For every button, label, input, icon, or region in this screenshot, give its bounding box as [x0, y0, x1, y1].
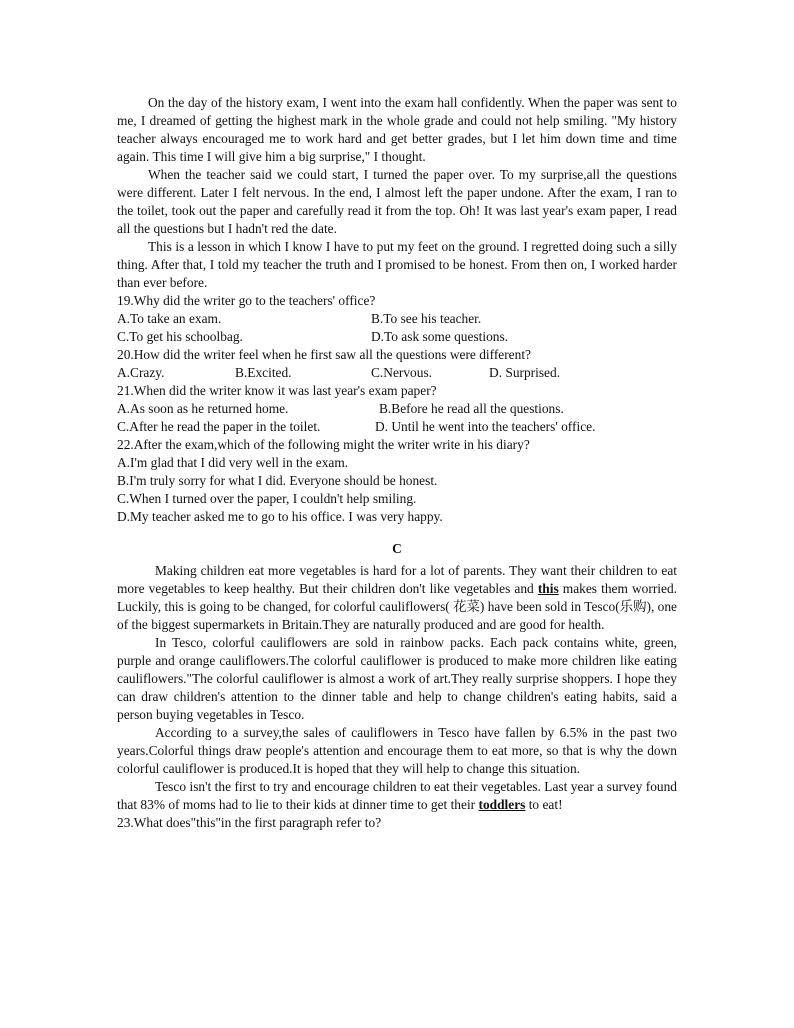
option-d: D.My teacher asked me to go to his office. I was very happy. — [117, 509, 443, 524]
passage-c-paragraph-3: According to a survey,the sales of cauliflowers in Tesco have fallen by 6.5% in the past two years.Colorful things draw people's attention and encourage them to eat more, so that is why the down colorful cauliflower is produced.It is hoped that they will help to change this situation. — [117, 725, 677, 776]
question-20 — [117, 346, 677, 382]
option-c: C.When I turned over the paper, I couldn't help smiling. — [117, 491, 417, 506]
question-21-stem: 21.When did the writer know it was last year's exam paper? — [117, 383, 437, 398]
option-d: D.To ask some questions. — [371, 329, 509, 344]
option-c: C.After he read the paper in the toilet. — [117, 419, 321, 434]
passage-c-paragraph-4 — [117, 778, 677, 814]
option-b: B.Before he read all the questions. — [379, 401, 564, 416]
option-b: B.Excited. — [235, 365, 292, 380]
question-19-options-cd — [117, 328, 677, 346]
paragraph-text: to eat! — [525, 797, 563, 812]
paragraph-text: makes them worried. Luckily, this is going to be changed, for colorful cauliflowers( 花菜) have been sold in Tesco(乐购), one of the biggest supermarkets in Britain.They are naturally produced and are good for health. — [117, 581, 677, 632]
option-b: B.To see his teacher. — [371, 311, 482, 326]
option-c: C.Nervous. — [371, 365, 432, 380]
option-a: A.As soon as he returned home. — [117, 401, 289, 416]
underlined-word-this: this — [537, 581, 559, 596]
option-b: B.I'm truly sorry for what I did. Everyone should be honest. — [117, 473, 438, 488]
paragraph-text: Making children eat more vegetables is hard for a lot of parents. They want their children to eat more vegetables to keep healthy. But their children don't like vegetables and — [117, 563, 677, 596]
passage-paragraph-3: This is a lesson in which I know I have to put my feet on the ground. I regretted doing such a silly thing. After that, I told my teacher the truth and I promised to be honest. From then on, I worked harder than ever before. — [117, 239, 677, 290]
section-heading: C — [392, 541, 402, 556]
passage-c-paragraph-1 — [117, 562, 677, 634]
question-22 — [117, 436, 677, 526]
question-23-stem: 23.What does"this"in the first paragraph refer to? — [117, 815, 382, 830]
question-19 — [117, 292, 677, 346]
question-21-options-ab — [117, 400, 677, 418]
document-page — [117, 94, 677, 832]
question-19-options-ab — [117, 310, 677, 328]
option-c: C.To get his schoolbag. — [117, 329, 243, 344]
paragraph-text: Tesco isn't the first to try and encourage children to eat their vegetables. Last year a survey found that 83% of moms had to lie to their kids at dinner time to get their — [117, 779, 677, 812]
question-21 — [117, 382, 677, 436]
option-d: D. Until he went into the teachers' office. — [375, 419, 596, 434]
passage-paragraph-2: When the teacher said we could start, I turned the paper over. To my surprise,all the questions were different. Later I felt nervous. In the end, I almost left the paper undone. After the exam, I ran to the toilet, took out the paper and carefully read it from the top. Oh! It was last year's exam paper, I read all the questions but I hadn't red the date. — [117, 167, 677, 236]
question-20-options — [117, 364, 677, 382]
option-a: A.Crazy. — [117, 365, 165, 380]
passage-c-paragraph-2: In Tesco, colorful cauliflowers are sold in rainbow packs. Each pack contains white, green, purple and orange cauliflowers.The colorful cauliflower is produced to make more children like eating cauliflowers."The colorful cauliflower is almost a work of art.They really surprise shoppers. I hope they can draw children's attention to the dinner table and help to change children's eating habits, said a person buying vegetables in Tesco. — [117, 635, 677, 722]
question-21-options-cd — [117, 418, 677, 436]
question-20-stem: 20.How did the writer feel when he first saw all the questions were different? — [117, 347, 531, 362]
option-a: A.I'm glad that I did very well in the exam. — [117, 455, 349, 470]
underlined-word-toddlers: toddlers — [478, 797, 526, 812]
option-a: A.To take an exam. — [117, 311, 222, 326]
option-d: D. Surprised. — [489, 365, 561, 380]
question-22-stem: 22.After the exam,which of the following might the writer write in his diary? — [117, 437, 530, 452]
passage-paragraph-1: On the day of the history exam, I went into the exam hall confidently. When the paper was sent to me, I dreamed of getting the highest mark in the whole grade and could not help smiling. "My history teacher always encouraged me to work hard and get better grades, but I let him down time and time again. This time I will give him a big surprise," I thought. — [117, 95, 677, 164]
question-19-stem: 19.Why did the writer go to the teachers' office? — [117, 293, 376, 308]
